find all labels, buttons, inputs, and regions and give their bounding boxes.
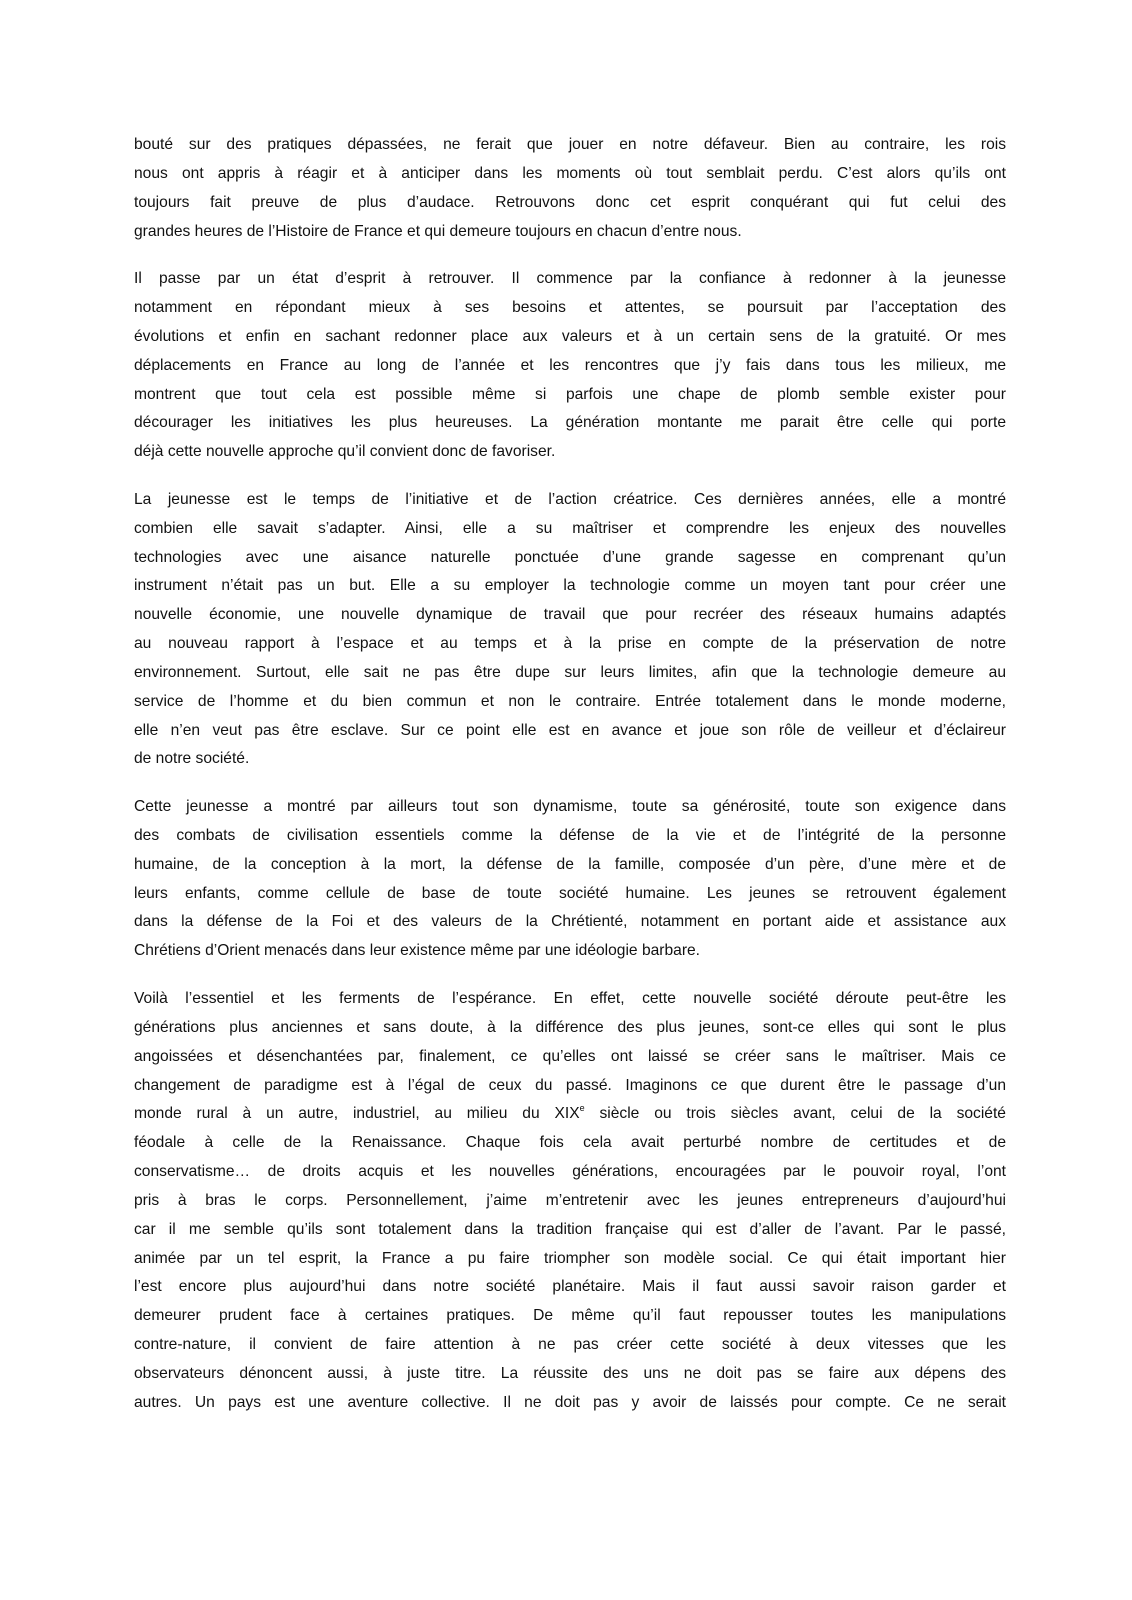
paragraph — [134, 985, 1006, 1418]
text-line: car il me semble qu’ils sont totalement dans la tradition française qui est d’aller de l’avant. Par le passé, — [134, 1220, 1006, 1238]
text-line: instrument n’était pas un but. Elle a su employer la technologie comme un moyen tant pour créer une — [134, 577, 1006, 595]
text-line: combien elle savait s’adapter. Ainsi, elle a su maîtriser et comprendre les enjeux des nouvelles — [134, 519, 1006, 537]
text-line: de notre société. — [134, 750, 250, 768]
paragraph — [134, 131, 1006, 246]
text-line: bouté sur des pratiques dépassées, ne ferait que jouer en notre défaveur. Bien au contraire, les rois — [134, 136, 1006, 153]
text-line: toujours fait preuve de plus d’audace. Retrouvons donc cet esprit conquérant qui fut celui des — [134, 193, 1006, 211]
text-line: notamment en répondant mieux à ses besoins et attentes, se poursuit par l’acceptation des — [134, 299, 1006, 317]
text-line: montrent que tout cela est possible même si parfois une chape de plomb semble exister pour — [134, 385, 1006, 403]
text-line: au nouveau rapport à l’espace et au temps et à la prise en compte de la préservation de notre — [134, 635, 1006, 653]
text-line: contre-nature, il convient de faire attention à ne pas créer cette société à deux vitesses que les — [134, 1336, 1006, 1354]
text-line: nous ont appris à réagir et à anticiper dans les moments où tout semblait perdu. C’est alors qu’ils ont — [134, 164, 1006, 182]
text-line: service de l’homme et du bien commun et non le contraire. Entrée totalement dans le monde moderne, — [134, 692, 1006, 710]
text-line: déjà cette nouvelle approche qu’il convient donc de favoriser. — [134, 443, 556, 461]
text-line: décourager les initiatives les plus heureuses. La génération montante me parait être celle qui porte — [134, 414, 1006, 432]
text-line: féodale à celle de la Renaissance. Chaque fois cela avait perturbé nombre de certitudes et de — [134, 1134, 1006, 1152]
text-line: Chrétiens d’Orient menacés dans leur existence même par une idéologie barbare. — [134, 942, 701, 960]
text-line: Il passe par un état d’esprit à retrouver. Il commence par la confiance à redonner à la jeunesse — [134, 270, 1006, 288]
text-line: nouvelle économie, une nouvelle dynamique de travail que pour recréer des réseaux humains adaptés — [134, 606, 1006, 624]
text-line: grandes heures de l’Histoire de France et qui demeure toujours en chacun d’entre nous. — [134, 222, 742, 240]
paragraph — [134, 793, 1006, 966]
text-line: conservatisme… de droits acquis et les nouvelles générations, encouragées par le pouvoir royal, l’ont — [134, 1163, 1006, 1181]
document-body — [134, 131, 1006, 1436]
text-line: demeurer prudent face à certaines pratiques. De même qu’il faut repousser toutes les manipulations — [134, 1307, 1006, 1325]
text-line: Voilà l’essentiel et les ferments de l’espérance. En effet, cette nouvelle société déroute peut-être les — [134, 989, 1006, 1007]
text-line: technologies avec une aisance naturelle ponctuée d’une grande sagesse en comprenant qu’un — [134, 548, 1006, 566]
text-line: des combats de civilisation essentiels comme la défense de la vie et de l’intégrité de la personne — [134, 826, 1006, 844]
text-line: La jeunesse est le temps de l’initiative et de l’action créatrice. Ces dernières années, elle a montré — [134, 490, 1006, 508]
text-line: angoissées et désenchantées par, finalement, ce qu’elles ont laissé se créer sans le maîtriser. Mais ce — [134, 1047, 1006, 1065]
text-line: humaine, de la conception à la mort, la défense de la famille, composée d’un père, d’une mère et de — [134, 855, 1006, 873]
paragraph — [134, 486, 1006, 774]
text-line: déplacements en France au long de l’année et les rencontres que j’y fais dans tous les milieux, me — [134, 356, 1006, 374]
text-line: Cette jeunesse a montré par ailleurs tout son dynamisme, toute sa générosité, toute son exigence dans — [134, 798, 1006, 816]
text-line: leurs enfants, comme cellule de base de toute société humaine. Les jeunes se retrouvent également — [134, 884, 1006, 902]
superscript: e — [579, 1103, 585, 1114]
text-line: évolutions et enfin en sachant redonner place aux valeurs et à un certain sens de la gratuité. Or mes — [134, 327, 1006, 345]
text-line: changement de paradigme est à l’égal de ceux du passé. Imaginons ce que durent être le passage d’un — [134, 1076, 1006, 1094]
text-line: l’est encore plus aujourd’hui dans notre société planétaire. Mais il faut aussi savoir raison garder et — [134, 1278, 1006, 1296]
paragraph — [134, 265, 1006, 467]
text-segment: monde rural à un autre, industriel, au milieu du XIX — [134, 1105, 580, 1123]
text-line: elle n’en veut pas être esclave. Sur ce point elle est en avance et joue son rôle de veilleur et d’éclaireur — [134, 721, 1006, 739]
text-line: dans la défense de la Foi et des valeurs de la Chrétienté, notamment en portant aide et assistance aux — [134, 913, 1006, 931]
text-line: autres. Un pays est une aventure collective. Il ne doit pas y avoir de laissés pour compte. Ce ne serait — [134, 1393, 1006, 1411]
text-line: pris à bras le corps. Personnellement, j’aime m’entretenir avec les jeunes entrepreneurs d’aujourd’hui — [134, 1191, 1006, 1209]
text-line — [134, 1100, 1006, 1129]
text-segment: siècle ou trois siècles avant, celui de la société — [584, 1105, 1006, 1123]
text-line: environnement. Surtout, elle sait ne pas être dupe sur leurs limites, afin que la technologie demeure au — [134, 663, 1006, 681]
text-line: observateurs dénoncent aussi, à juste titre. La réussite des uns ne doit pas se faire aux dépens des — [134, 1364, 1006, 1382]
text-line: animée par un tel esprit, la France a pu faire triompher son modèle social. Ce qui était important hier — [134, 1249, 1006, 1267]
text-line: générations plus anciennes et sans doute, à la différence des plus jeunes, sont-ce elles qui sont le plus — [134, 1018, 1006, 1036]
